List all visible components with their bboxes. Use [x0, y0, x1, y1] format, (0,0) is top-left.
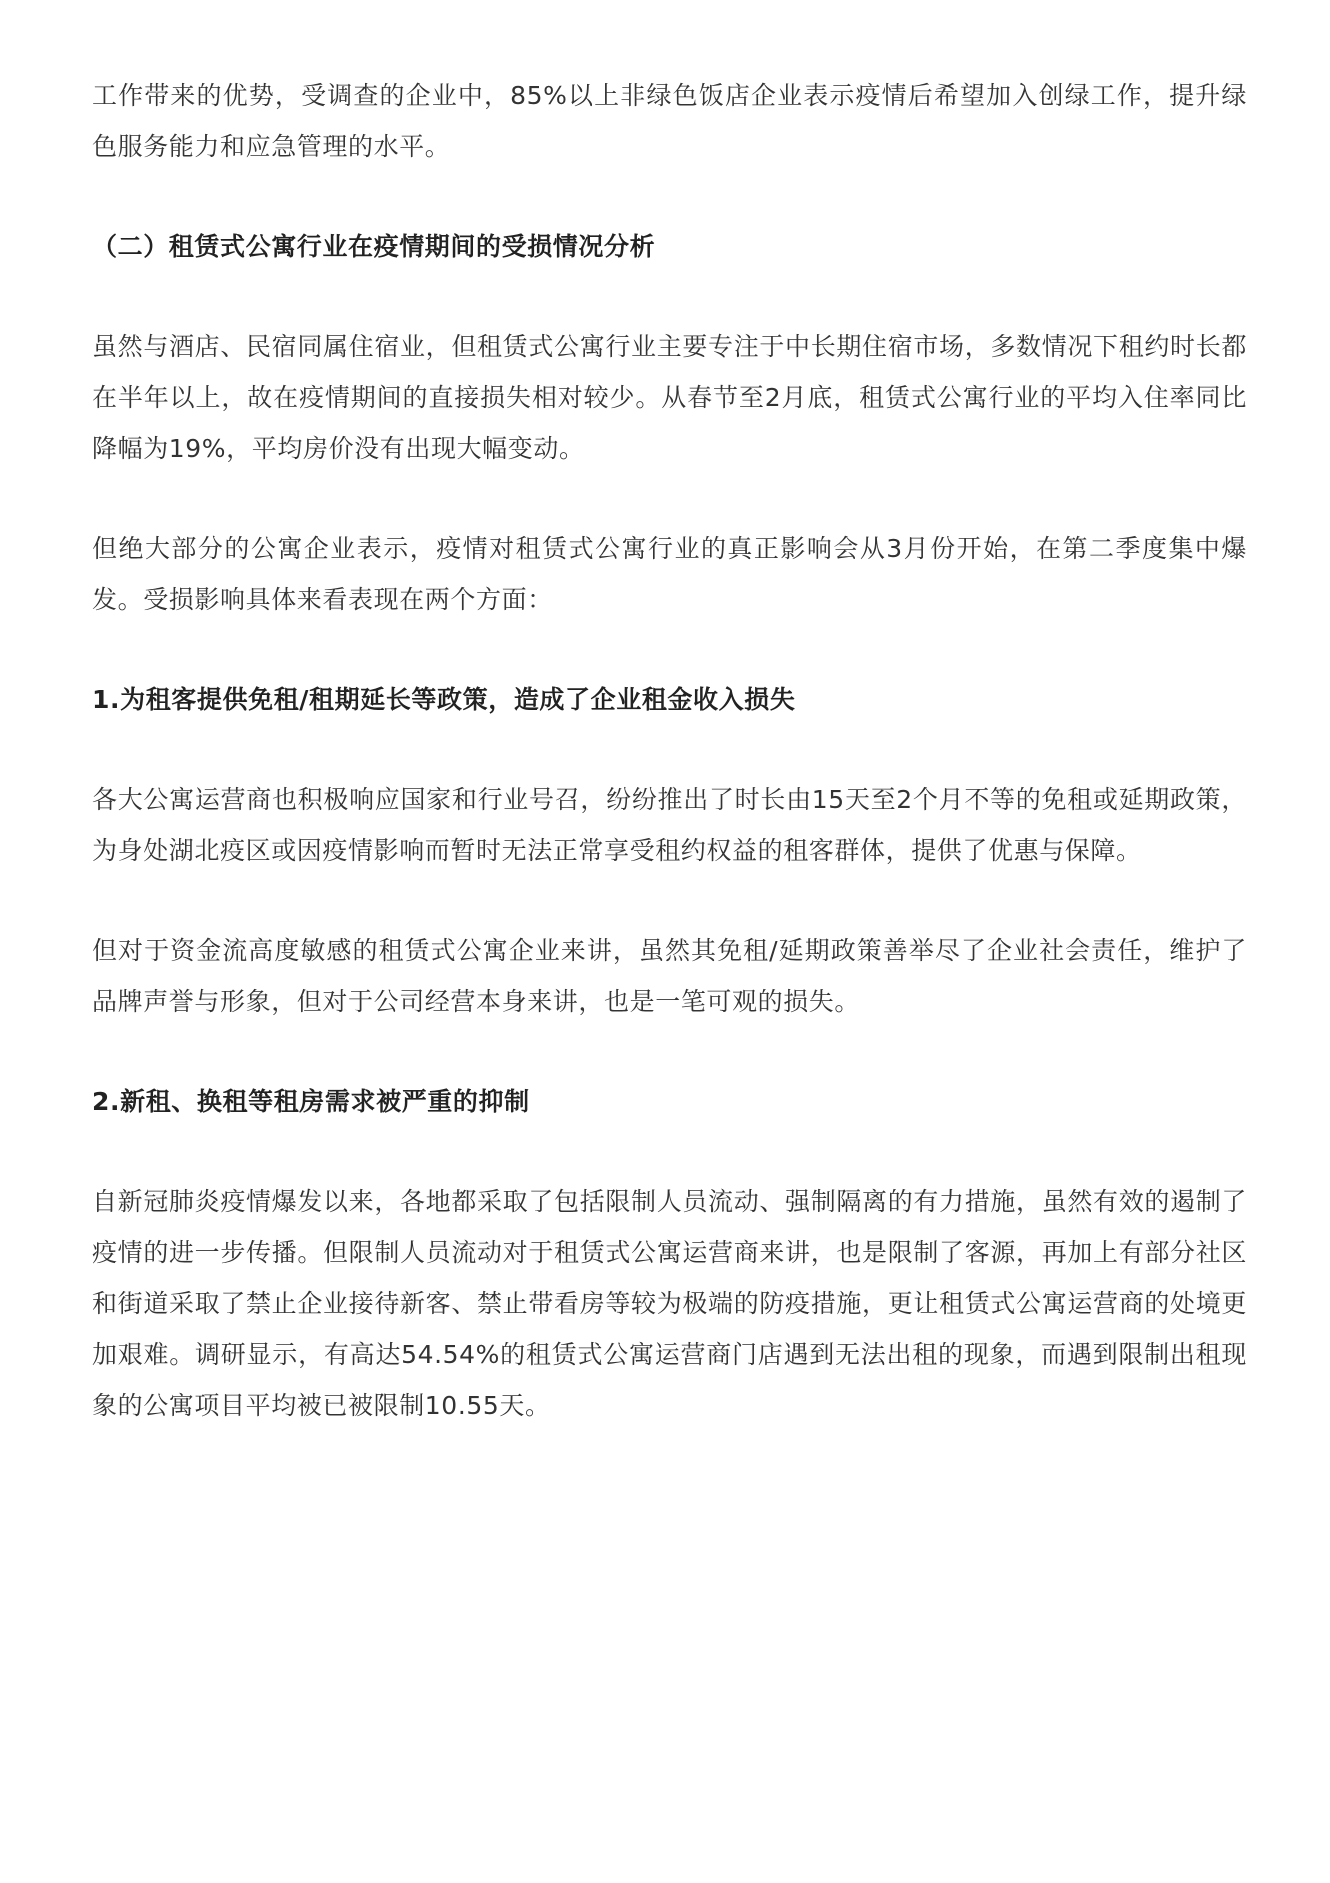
spacer [92, 272, 1247, 321]
paragraph-restrictions: 自新冠肺炎疫情爆发以来，各地都采取了包括限制人员流动、强制隔离的有力措施，虽然有效的遏制了疫情的进一步传播。但限制人员流动对于租赁式公寓运营商来讲，也是限制了客源，再加上有部分社区和街道采取了禁止企业接待新客、禁止带看房等较为极端的防疫措施，更让租赁式公寓运营商的处境更加艰难。调研显示，有高达54.54%的租赁式公寓运营商门店遇到无法出租的现象，而遇到限制出租现象的公寓项目平均被已被限制10.55天。 [92, 1187, 1247, 1420]
paragraph-operators-response: 各大公寓运营商也积极响应国家和行业号召，纷纷推出了时长由15天至2个月不等的免租或延期政策，为身处湖北疫区或因疫情影响而暂时无法正常享受租约权益的租客群体，提供了优惠与保障。 [92, 785, 1247, 865]
section-heading: （二）租赁式公寓行业在疫情期间的受损情况分析 [92, 232, 656, 261]
paragraph-occupancy: 虽然与酒店、民宿同属住宿业，但租赁式公寓行业主要专注于中长期住宿市场，多数情况下租约时长都在半年以上，故在疫情期间的直接损失相对较少。从春节至2月底，租赁式公寓行业的平均入住率同比降幅为19%，平均房价没有出现大幅变动。 [92, 332, 1247, 463]
paragraph-cashflow-loss: 但对于资金流高度敏感的租赁式公寓企业来讲，虽然其免租/延期政策善举尽了企业社会责任，维护了品牌声誉与形象，但对于公司经营本身来讲，也是一笔可观的损失。 [92, 936, 1247, 1016]
spacer [92, 474, 1247, 523]
spacer [92, 876, 1247, 925]
spacer [92, 172, 1247, 221]
subheading-demand-suppressed: 2.新租、换租等租房需求被严重的抑制 [92, 1087, 530, 1116]
spacer [92, 725, 1247, 774]
spacer [92, 625, 1247, 674]
paragraph-impact: 但绝大部分的公寓企业表示，疫情对租赁式公寓行业的真正影响会从3月份开始，在第二季度集中爆发。受损影响具体来看表现在两个方面： [92, 534, 1247, 614]
spacer [92, 1027, 1247, 1076]
article-body [92, 70, 1247, 1431]
subheading-rent-free-policy: 1.为租客提供免租/租期延长等政策，造成了企业租金收入损失 [92, 685, 796, 714]
intro-paragraph: 工作带来的优势，受调查的企业中，85%以上非绿色饭店企业表示疫情后希望加入创绿工作，提升绿色服务能力和应急管理的水平。 [92, 81, 1247, 161]
spacer [92, 1127, 1247, 1176]
